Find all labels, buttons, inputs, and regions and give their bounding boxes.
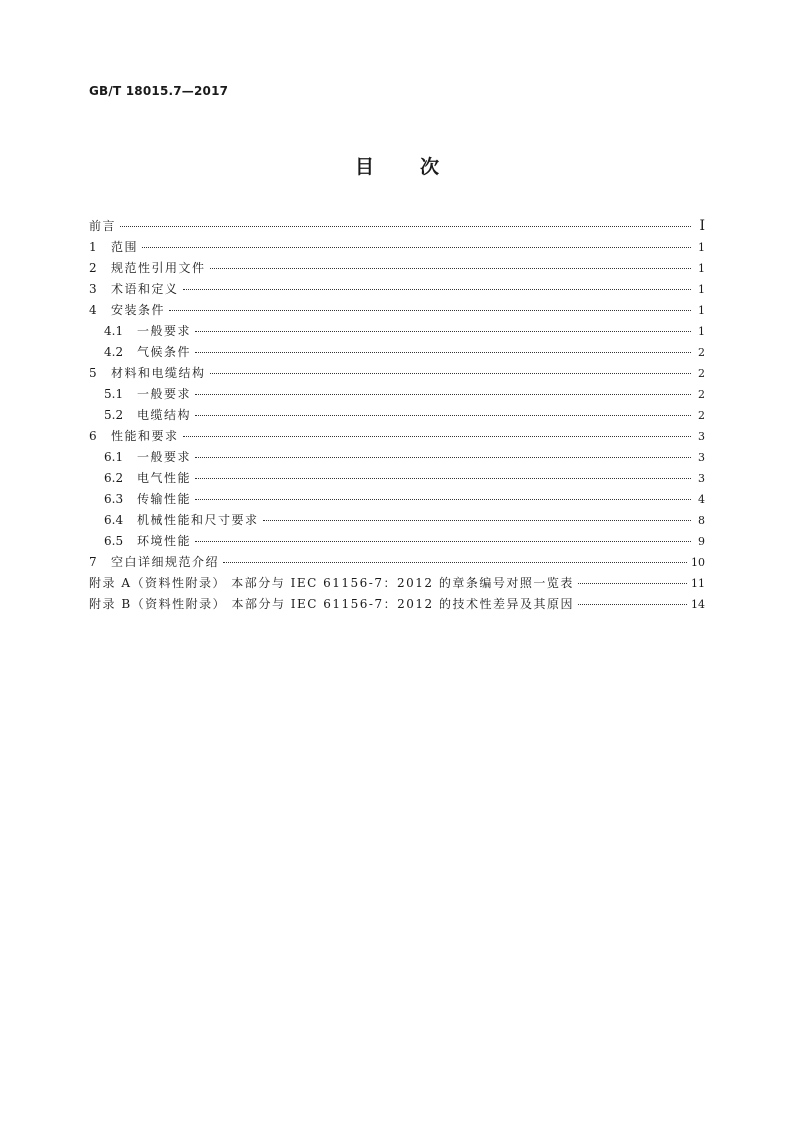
toc-entry-label: 附录 B（资料性附录） 本部分与 IEC 61156-7：2012 的技术性差异及其原因 <box>89 597 574 611</box>
dot-leader <box>169 309 691 311</box>
toc-entry-number: 5.2 <box>104 408 124 422</box>
toc-entry-label: 一般要求 <box>137 450 192 464</box>
toc-entry-page: 3 <box>698 472 705 485</box>
toc-entry[interactable] <box>89 594 705 615</box>
toc-entry-page: 1 <box>698 325 705 338</box>
dot-leader <box>223 561 687 563</box>
toc-entry[interactable] <box>89 405 705 426</box>
standard-code: GB/T 18015.7—2017 <box>89 84 229 98</box>
dot-leader <box>578 603 687 605</box>
toc-entry-label: 电气性能 <box>137 471 192 485</box>
toc-entry-page: 3 <box>698 451 705 464</box>
dot-leader <box>142 246 691 248</box>
toc-entry-label: 安装条件 <box>111 303 166 317</box>
toc-entry-label: 一般要求 <box>137 387 192 401</box>
dot-leader <box>183 288 691 290</box>
toc-entry-label: 环境性能 <box>137 534 192 548</box>
toc-entry-number: 5.1 <box>104 387 124 401</box>
toc-entry-page: 1 <box>698 283 705 296</box>
toc-entry[interactable] <box>89 363 705 384</box>
dot-leader <box>263 519 691 521</box>
toc-entry-number: 3 <box>89 282 97 296</box>
toc-entry-label: 机械性能和尺寸要求 <box>137 513 259 527</box>
toc-entry[interactable] <box>89 216 705 237</box>
toc-entry-number: 4 <box>89 303 97 317</box>
dot-leader <box>210 372 691 374</box>
dot-leader <box>195 351 691 353</box>
toc-entry-page: 2 <box>698 409 705 422</box>
toc-entry-label: 传输性能 <box>137 492 192 506</box>
toc-entry[interactable] <box>89 573 705 594</box>
dot-leader <box>195 498 691 500</box>
toc-entry[interactable] <box>89 258 705 279</box>
toc-entry-label: 材料和电缆结构 <box>111 366 206 380</box>
toc-entry-number: 6 <box>89 429 97 443</box>
toc-entry[interactable] <box>89 279 705 300</box>
toc-entry[interactable] <box>89 342 705 363</box>
toc-entry-number: 2 <box>89 261 97 275</box>
dot-leader <box>120 225 691 227</box>
toc-entry-label: 电缆结构 <box>137 408 192 422</box>
toc-entry-page: 11 <box>691 577 705 590</box>
toc-entry-page: 8 <box>698 514 705 527</box>
toc-entry[interactable] <box>89 300 705 321</box>
toc-entry-page: Ⅰ <box>699 218 705 234</box>
toc-entry[interactable] <box>89 552 705 573</box>
dot-leader <box>183 435 691 437</box>
toc-entry-number: 1 <box>89 240 97 254</box>
dot-leader <box>195 540 691 542</box>
toc-entry-number: 5 <box>89 366 97 380</box>
dot-leader <box>195 414 691 416</box>
toc-entry-label: 一般要求 <box>137 324 192 338</box>
dot-leader <box>195 330 691 332</box>
toc-entry-number: 6.3 <box>104 492 124 506</box>
dot-leader <box>210 267 691 269</box>
toc-entry[interactable] <box>89 531 705 552</box>
toc-entry-number: 6.5 <box>104 534 124 548</box>
toc-entry[interactable] <box>89 384 705 405</box>
toc-entry-label: 规范性引用文件 <box>111 261 206 275</box>
toc-entry-label: 术语和定义 <box>111 282 179 296</box>
toc-entry[interactable] <box>89 237 705 258</box>
toc-entry-page: 2 <box>698 346 705 359</box>
toc-entry-label: 附录 A（资料性附录） 本部分与 IEC 61156-7：2012 的章条编号对照一览表 <box>89 576 574 590</box>
toc-entry-page: 2 <box>698 388 705 401</box>
toc-entry-page: 3 <box>698 430 705 443</box>
toc-entry[interactable] <box>89 510 705 531</box>
toc-entry[interactable] <box>89 468 705 489</box>
toc-entry-page: 2 <box>698 367 705 380</box>
toc-entry-page: 10 <box>691 556 705 569</box>
toc-entry-page: 1 <box>698 241 705 254</box>
toc-entry-label: 性能和要求 <box>111 429 179 443</box>
title-char-1: 目 <box>354 156 374 178</box>
toc-entry-page: 1 <box>698 262 705 275</box>
toc-entry-page: 14 <box>691 598 705 611</box>
toc-entry[interactable] <box>89 321 705 342</box>
toc-entry-label: 空白详细规范介绍 <box>111 555 220 569</box>
title-char-2: 次 <box>420 156 440 178</box>
toc-entry-page: 4 <box>698 493 705 506</box>
toc-entry-number: 7 <box>89 555 97 569</box>
toc-entry-number: 4.2 <box>104 345 124 359</box>
dot-leader <box>195 393 691 395</box>
toc-entry-label: 前言 <box>89 219 117 233</box>
toc-entry[interactable] <box>89 426 705 447</box>
toc-entry-number: 4.1 <box>104 324 124 338</box>
toc-entry-number: 6.1 <box>104 450 124 464</box>
dot-leader <box>578 582 687 584</box>
toc-entry-label: 气候条件 <box>137 345 192 359</box>
toc-entry-page: 1 <box>698 304 705 317</box>
dot-leader <box>195 477 691 479</box>
toc-entry-number: 6.2 <box>104 471 124 485</box>
dot-leader <box>195 456 691 458</box>
table-of-contents <box>89 216 705 615</box>
toc-entry[interactable] <box>89 447 705 468</box>
toc-entry-page: 9 <box>698 535 705 548</box>
toc-entry[interactable] <box>89 489 705 510</box>
page-title <box>0 152 794 179</box>
toc-entry-label: 范围 <box>111 240 139 254</box>
toc-entry-number: 6.4 <box>104 513 124 527</box>
